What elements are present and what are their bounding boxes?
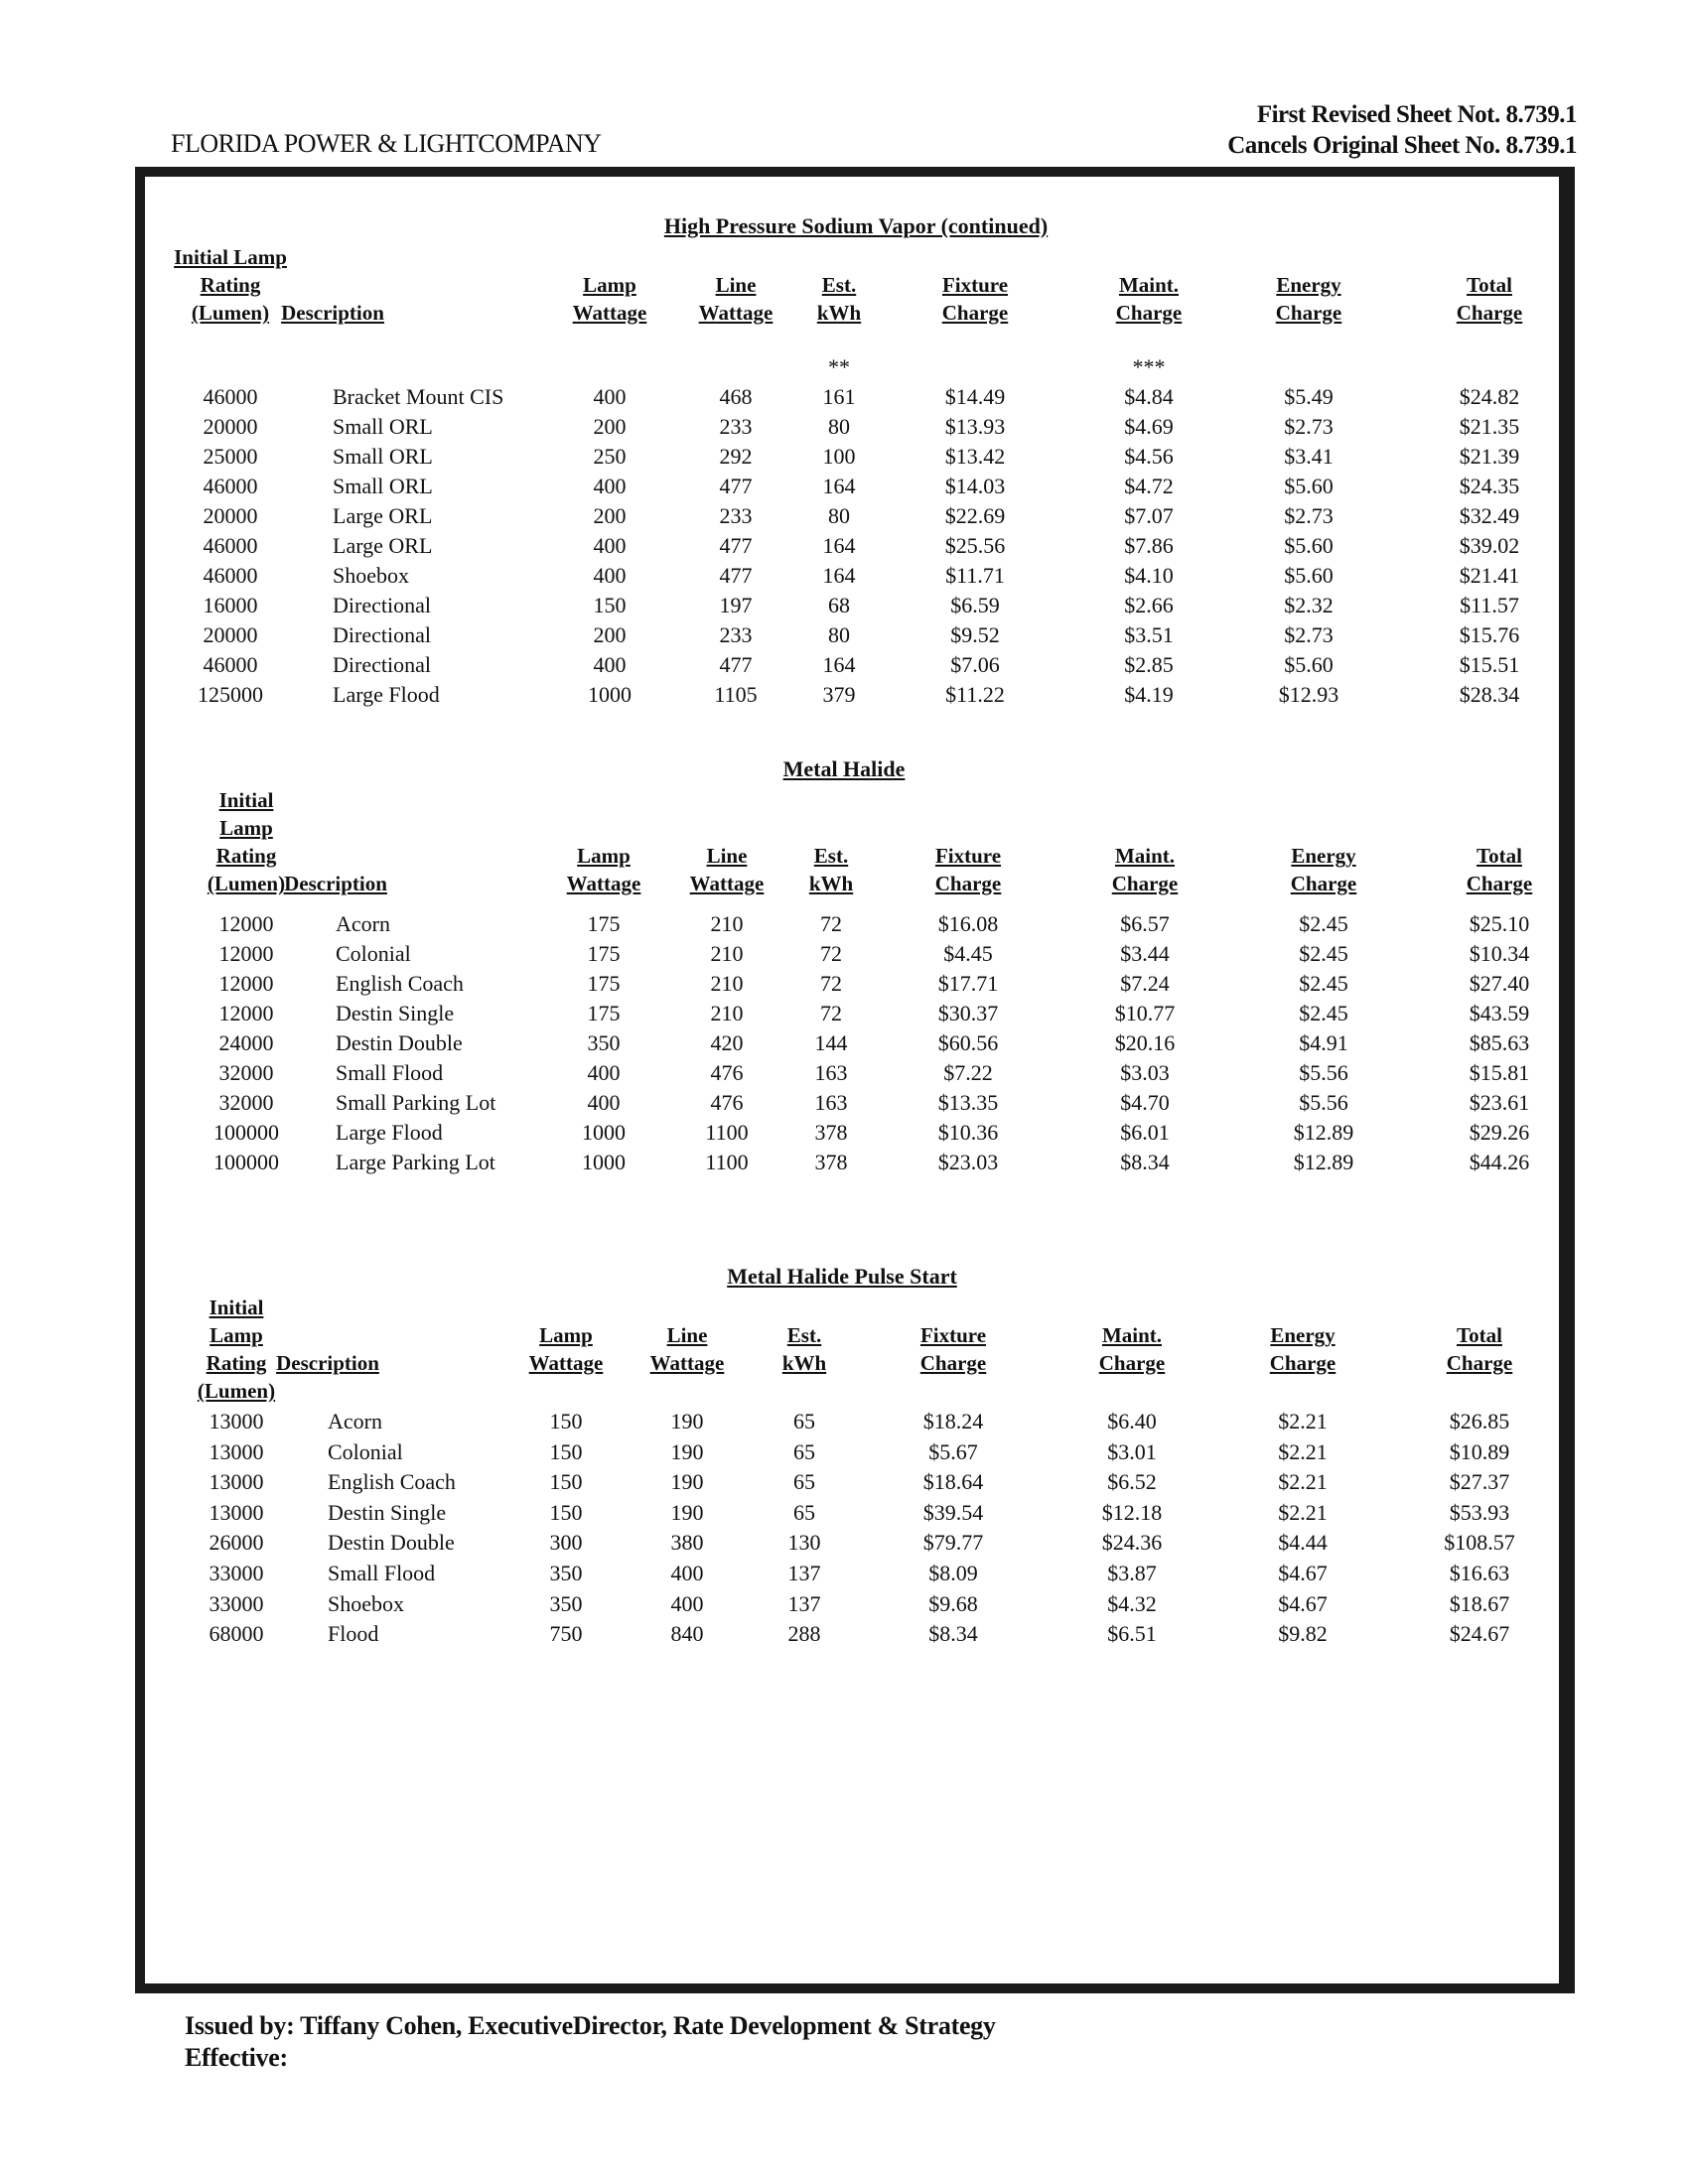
table-cell: 46000	[203, 563, 258, 588]
table-cell: 12000	[218, 911, 274, 936]
table-cell: $11.22	[945, 682, 1005, 707]
table-cell: $5.56	[1299, 1060, 1348, 1085]
table-cell: $39.54	[922, 1499, 984, 1525]
table-cell: $10.89	[1449, 1438, 1510, 1464]
table-cell: $13.42	[944, 444, 1006, 469]
table-cell: $7.24	[1120, 971, 1170, 996]
table-cell: $85.63	[1469, 1030, 1530, 1055]
table-cell: 100	[822, 444, 856, 469]
table-cell: $15.81	[1469, 1060, 1530, 1085]
table-cell: 378	[814, 1150, 848, 1174]
table-cell: $4.67	[1278, 1561, 1328, 1585]
table-cell: $22.69	[944, 503, 1006, 528]
column-header: Maint. Charge	[1115, 273, 1183, 325]
table-cell: $2.45	[1299, 1001, 1348, 1025]
table-cell: $10.34	[1469, 941, 1530, 966]
section-title: Metal Halide	[782, 756, 906, 781]
column-header: Total Charge	[1456, 273, 1523, 325]
table-cell: $3.01	[1107, 1438, 1157, 1464]
column-header: Initial Lamp Rating (Lumen)	[174, 245, 287, 325]
table-cell: 175	[587, 911, 621, 936]
table-cell: 210	[710, 941, 744, 966]
table-cell: 164	[822, 533, 856, 558]
table-cell: 200	[593, 503, 627, 528]
table-cell: 20000	[203, 622, 258, 647]
table-cell: 150	[549, 1438, 583, 1464]
column-header: Est. kWh	[816, 273, 862, 325]
table-cell: $8.34	[1120, 1150, 1170, 1174]
table-cell: $24.67	[1449, 1621, 1510, 1647]
table-cell: $25.10	[1469, 911, 1530, 936]
table-cell: $16.08	[937, 911, 999, 936]
table-cell: $9.82	[1278, 1621, 1328, 1647]
table-cell: $2.73	[1284, 622, 1334, 647]
table-cell: $4.84	[1124, 384, 1174, 409]
table-cell: 250	[593, 444, 627, 469]
table-cell: $60.56	[937, 1030, 999, 1055]
table-cell: $12.93	[1278, 682, 1339, 707]
table-cell: 13000	[209, 1438, 264, 1464]
table-cell: 400	[593, 384, 627, 409]
table-cell: Colonial	[328, 1438, 403, 1464]
table-cell: 12000	[218, 971, 274, 996]
table-cell: $4.32	[1107, 1590, 1157, 1616]
column-header: Lamp Wattage	[572, 273, 647, 325]
table-cell: $8.09	[928, 1561, 978, 1585]
table-cell: $14.03	[944, 474, 1006, 498]
maint-footnote-marker: ***	[1132, 354, 1166, 379]
table-cell: 210	[710, 911, 744, 936]
column-header: Est. kWh	[781, 1323, 827, 1375]
table-cell: $108.57	[1444, 1530, 1515, 1556]
table-cell: 150	[593, 593, 627, 617]
table-cell: Small ORL	[333, 444, 433, 469]
table-cell: $2.21	[1278, 1469, 1328, 1495]
table-cell: 13000	[209, 1469, 264, 1495]
table-cell: $4.70	[1120, 1090, 1170, 1115]
table-cell: $2.32	[1284, 593, 1334, 617]
column-header: Initial Lamp Rating (Lumen)	[207, 788, 286, 895]
table-cell: 840	[670, 1621, 704, 1647]
table-cell: Bracket Mount CIS	[333, 384, 504, 409]
table-cell: $5.67	[928, 1438, 978, 1464]
table-cell: $16.63	[1449, 1561, 1510, 1585]
column-header: Lamp Wattage	[566, 844, 641, 895]
column-header: Maint. Charge	[1098, 1323, 1166, 1375]
table-cell: $3.44	[1120, 941, 1170, 966]
table-cell: $18.64	[922, 1469, 984, 1495]
table-cell: $2.73	[1284, 503, 1334, 528]
table-cell: $27.37	[1449, 1469, 1510, 1495]
table-cell: 65	[793, 1438, 815, 1464]
table-cell: $4.72	[1124, 474, 1174, 498]
table-cell: Destin Double	[336, 1030, 463, 1055]
column-header: Energy Charge	[1275, 273, 1342, 325]
table-cell: 161	[822, 384, 856, 409]
table-cell: $24.82	[1459, 384, 1520, 409]
table-cell: 400	[670, 1590, 704, 1616]
table-cell: Colonial	[336, 941, 411, 966]
table-cell: 400	[670, 1561, 704, 1585]
table-cell: $10.77	[1114, 1001, 1176, 1025]
table-cell: $15.51	[1459, 652, 1520, 677]
table-cell: $53.93	[1449, 1499, 1510, 1525]
table-cell: 1000	[582, 1120, 626, 1145]
table-cell: 233	[719, 622, 753, 647]
table-cell: 46000	[203, 474, 258, 498]
table-cell: $9.68	[928, 1590, 978, 1616]
table-cell: Large ORL	[333, 533, 433, 558]
table-cell: $17.71	[937, 971, 999, 996]
table-cell: 190	[670, 1469, 704, 1495]
table-cell: $11.57	[1460, 593, 1519, 617]
table-cell: 80	[828, 622, 850, 647]
column-header: Est. kWh	[808, 844, 854, 895]
table-cell: $2.45	[1299, 971, 1348, 996]
table-cell: $7.22	[943, 1060, 993, 1085]
table-cell: 200	[593, 622, 627, 647]
table-cell: 164	[822, 563, 856, 588]
table-cell: $25.56	[944, 533, 1006, 558]
column-header: Line Wattage	[689, 844, 765, 895]
table-cell: 32000	[218, 1090, 274, 1115]
table-cell: $21.35	[1459, 414, 1520, 439]
table-cell: $4.67	[1278, 1590, 1328, 1616]
table-cell: 379	[822, 682, 856, 707]
table-cell: 400	[587, 1090, 621, 1115]
table-cell: $9.52	[950, 622, 1000, 647]
table-cell: $6.52	[1107, 1469, 1157, 1495]
table-cell: $2.73	[1284, 414, 1334, 439]
table-cell: $3.51	[1124, 622, 1174, 647]
table-cell: $18.67	[1449, 1590, 1510, 1616]
table-cell: 46000	[203, 533, 258, 558]
table-cell: $2.21	[1278, 1438, 1328, 1464]
table-cell: $23.61	[1469, 1090, 1530, 1115]
table-cell: $7.07	[1124, 503, 1174, 528]
column-header: Energy Charge	[1269, 1323, 1336, 1375]
table-cell: 233	[719, 414, 753, 439]
table-cell: $32.49	[1459, 503, 1520, 528]
table-cell: Large Flood	[333, 682, 440, 707]
table-cell: 72	[820, 911, 842, 936]
table-cell: $11.71	[945, 563, 1005, 588]
table-cell: $4.69	[1124, 414, 1174, 439]
table-cell: 200	[593, 414, 627, 439]
table-cell: $4.10	[1124, 563, 1174, 588]
table-cell: $26.85	[1449, 1409, 1510, 1433]
table-cell: 175	[587, 941, 621, 966]
table-cell: 13000	[209, 1409, 264, 1433]
table-cell: $5.60	[1284, 652, 1334, 677]
table-cell: $2.45	[1299, 941, 1348, 966]
table-cell: $2.21	[1278, 1409, 1328, 1433]
table-cell: $15.76	[1459, 622, 1520, 647]
table-cell: 12000	[218, 941, 274, 966]
table-cell: $43.59	[1469, 1001, 1530, 1025]
column-header: Description	[276, 1351, 379, 1375]
table-cell: 144	[814, 1030, 848, 1055]
table-cell: 16000	[203, 593, 258, 617]
table-cell: Acorn	[328, 1409, 382, 1433]
column-header: Fixture Charge	[919, 1323, 987, 1375]
table-cell: $2.21	[1278, 1499, 1328, 1525]
table-cell: $7.86	[1124, 533, 1174, 558]
column-header: Initial Lamp Rating (Lumen)	[197, 1296, 276, 1403]
table-cell: 477	[719, 474, 753, 498]
table-cell: $3.87	[1107, 1561, 1157, 1585]
column-header: Line Wattage	[649, 1323, 725, 1375]
column-header: Total Charge	[1446, 1323, 1513, 1375]
table-cell: 210	[710, 1001, 744, 1025]
table-cell: 72	[820, 1001, 842, 1025]
table-cell: 164	[822, 474, 856, 498]
table-cell: Destin Single	[336, 1001, 455, 1025]
table-cell: 400	[593, 533, 627, 558]
table-cell: 24000	[218, 1030, 274, 1055]
section-title: Metal Halide Pulse Start	[727, 1264, 957, 1289]
table-cell: 190	[670, 1499, 704, 1525]
table-cell: Flood	[328, 1621, 379, 1647]
table-cell: Destin Double	[328, 1530, 455, 1556]
table-cell: 1105	[714, 682, 758, 707]
table-cell: 1100	[705, 1150, 749, 1174]
table-cell: $13.93	[944, 414, 1006, 439]
table-cell: 65	[793, 1409, 815, 1433]
table-cell: 72	[820, 941, 842, 966]
column-header: Fixture Charge	[934, 844, 1002, 895]
table-cell: $4.56	[1124, 444, 1174, 469]
table-cell: Small Flood	[328, 1561, 436, 1585]
table-cell: 300	[549, 1530, 583, 1556]
kwh-footnote-marker: **	[828, 354, 850, 379]
table-cell: $30.37	[937, 1001, 999, 1025]
table-cell: Large Parking Lot	[336, 1150, 495, 1174]
table-cell: 150	[549, 1499, 583, 1525]
table-cell: $8.34	[928, 1621, 978, 1647]
footer	[185, 2010, 996, 2074]
table-cell: $24.36	[1101, 1530, 1163, 1556]
company-name: FLORIDA POWER & LIGHTCOMPANY	[171, 129, 602, 158]
column-header: Fixture Charge	[941, 273, 1009, 325]
table-cell: $4.91	[1299, 1030, 1348, 1055]
column-header: Line Wattage	[698, 273, 774, 325]
table-cell: $2.45	[1299, 911, 1348, 936]
sheet-cancels-line: Cancels Original Sheet No. 8.739.1	[1227, 132, 1577, 159]
table-cell: 420	[710, 1030, 744, 1055]
table-cell: 197	[719, 593, 753, 617]
table-cell: 288	[787, 1621, 821, 1647]
table-cell: Destin Single	[328, 1499, 447, 1525]
table-cell: Directional	[333, 652, 431, 677]
table-cell: Small ORL	[333, 414, 433, 439]
table-cell: Shoebox	[333, 563, 409, 588]
sheet-revised-line: First Revised Sheet Not. 8.739.1	[1256, 101, 1577, 128]
table-cell: $5.60	[1284, 533, 1334, 558]
table-cell: 468	[719, 384, 753, 409]
table-cell: 350	[549, 1590, 583, 1616]
table-cell: 20000	[203, 414, 258, 439]
table-cell: 32000	[218, 1060, 274, 1085]
table-cell: Small Flood	[336, 1060, 444, 1085]
table-cell: 137	[787, 1561, 821, 1585]
table-cell: $6.51	[1107, 1621, 1157, 1647]
issued-by: Issued by: Tiffany Cohen, ExecutiveDirector, Rate Development & Strategy	[185, 2011, 996, 2040]
table-cell: Directional	[333, 622, 431, 647]
table-cell: 476	[710, 1060, 744, 1085]
table-cell: $28.34	[1459, 682, 1520, 707]
column-header: Maint. Charge	[1111, 844, 1179, 895]
table-cell: Large Flood	[336, 1120, 443, 1145]
table-cell: 125000	[198, 682, 263, 707]
table-cell: 400	[593, 563, 627, 588]
table-cell: 380	[670, 1530, 704, 1556]
table-cell: 750	[549, 1621, 583, 1647]
table-cell: 477	[719, 652, 753, 677]
table-cell: English Coach	[336, 971, 464, 996]
table-cell: 68	[828, 593, 850, 617]
table-cell: 163	[814, 1060, 848, 1085]
table-cell: 100000	[213, 1120, 279, 1145]
table-cell: $10.36	[937, 1120, 999, 1145]
column-header: Lamp Wattage	[528, 1323, 604, 1375]
table-cell: $5.49	[1284, 384, 1334, 409]
table-cell: $21.41	[1459, 563, 1520, 588]
table-cell: 1000	[582, 1150, 626, 1174]
table-cell: 477	[719, 563, 753, 588]
table-cell: $6.59	[950, 593, 1000, 617]
table-cell: Large ORL	[333, 503, 433, 528]
table-cell: Small Parking Lot	[336, 1090, 496, 1115]
table-cell: $6.01	[1120, 1120, 1170, 1145]
table-cell: 26000	[209, 1530, 264, 1556]
table-cell: 80	[828, 503, 850, 528]
table-cell: English Coach	[328, 1469, 456, 1495]
table-cell: 378	[814, 1120, 848, 1145]
table-cell: $12.18	[1101, 1499, 1163, 1525]
table-cell: 100000	[213, 1150, 279, 1174]
table-cell: $20.16	[1114, 1030, 1176, 1055]
table-cell: 68000	[209, 1621, 264, 1647]
table-cell: 400	[587, 1060, 621, 1085]
table-cell: 477	[719, 533, 753, 558]
table-cell: 150	[549, 1469, 583, 1495]
table-cell: $24.35	[1459, 474, 1520, 498]
table-cell: 175	[587, 971, 621, 996]
table-cell: $27.40	[1469, 971, 1530, 996]
table-cell: 476	[710, 1090, 744, 1115]
table-cell: $39.02	[1459, 533, 1520, 558]
section-title: High Pressure Sodium Vapor (continued)	[663, 213, 1049, 238]
table-cell: $4.44	[1278, 1530, 1328, 1556]
table-cell: $5.60	[1284, 563, 1334, 588]
table-cell: 12000	[218, 1001, 274, 1025]
column-header: Description	[281, 301, 384, 325]
table-cell: $4.45	[943, 941, 993, 966]
table-cell: 25000	[203, 444, 258, 469]
table-cell: $6.40	[1107, 1409, 1157, 1433]
table-cell: Small ORL	[333, 474, 433, 498]
table-cell: $23.03	[937, 1150, 999, 1174]
table-cell: 20000	[203, 503, 258, 528]
table-cell: 164	[822, 652, 856, 677]
table-cell: $18.24	[922, 1409, 984, 1433]
sheet-number	[1227, 99, 1577, 161]
table-cell: 233	[719, 503, 753, 528]
table-cell: 33000	[209, 1590, 264, 1616]
table-cell: $44.26	[1469, 1150, 1530, 1174]
table-cell: 210	[710, 971, 744, 996]
table-cell: $5.56	[1299, 1090, 1348, 1115]
table-cell: $7.06	[950, 652, 1000, 677]
table-cell: $6.57	[1120, 911, 1170, 936]
table-cell: 163	[814, 1090, 848, 1115]
table-cell: Shoebox	[328, 1590, 404, 1616]
table-cell: $14.49	[944, 384, 1006, 409]
table-cell: 46000	[203, 384, 258, 409]
table-cell: 80	[828, 414, 850, 439]
table-cell: 137	[787, 1590, 821, 1616]
table-cell: $2.66	[1124, 593, 1174, 617]
table-cell: $29.26	[1469, 1120, 1530, 1145]
table-cell: 400	[593, 652, 627, 677]
column-header: Total Charge	[1466, 844, 1533, 895]
effective-date: Effective:	[185, 2043, 288, 2072]
table-cell: 130	[787, 1530, 821, 1556]
table-cell: Directional	[333, 593, 431, 617]
table-cell: $3.03	[1120, 1060, 1170, 1085]
table-cell: $5.60	[1284, 474, 1334, 498]
table-cell: $21.39	[1459, 444, 1520, 469]
table-cell: 350	[549, 1561, 583, 1585]
table-cell: 65	[793, 1499, 815, 1525]
table-cell: $3.41	[1284, 444, 1334, 469]
table-cell: 33000	[209, 1561, 264, 1585]
table-cell: 1100	[705, 1120, 749, 1145]
table-cell: $2.85	[1124, 652, 1174, 677]
table-cell: $13.35	[937, 1090, 999, 1115]
table-cell: $12.89	[1293, 1150, 1354, 1174]
table-cell: 46000	[203, 652, 258, 677]
table-cell: 175	[587, 1001, 621, 1025]
table-cell: 190	[670, 1409, 704, 1433]
table-cell: $4.19	[1124, 682, 1174, 707]
table-cell: 13000	[209, 1499, 264, 1525]
table-cell: 1000	[588, 682, 632, 707]
table-cell: 190	[670, 1438, 704, 1464]
table-cell: $12.89	[1293, 1120, 1354, 1145]
table-cell: 400	[593, 474, 627, 498]
table-cell: 72	[820, 971, 842, 996]
table-cell: 292	[719, 444, 753, 469]
table-cell: 150	[549, 1409, 583, 1433]
table-cell: 65	[793, 1469, 815, 1495]
table-cell: $79.77	[922, 1530, 984, 1556]
table-cell: 350	[587, 1030, 621, 1055]
table-cell: Acorn	[336, 911, 390, 936]
column-header: Description	[284, 872, 387, 895]
column-header: Energy Charge	[1290, 844, 1357, 895]
